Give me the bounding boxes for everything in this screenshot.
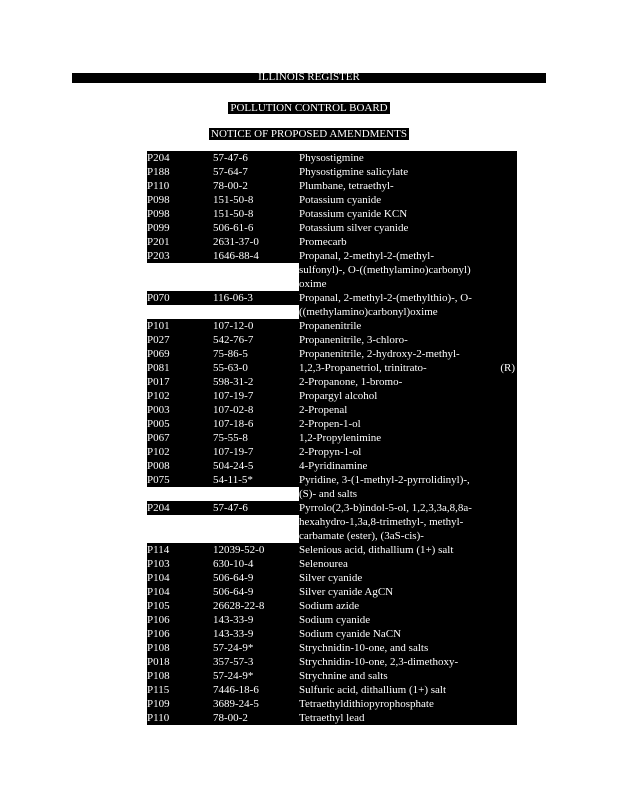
- substance-name-line: Strychnine and salts: [299, 670, 388, 682]
- waste-code: P201: [147, 235, 213, 249]
- substance-name: [299, 431, 517, 445]
- waste-code: [147, 305, 213, 319]
- cas-number: 107-02-8: [213, 403, 299, 417]
- cas-number: 55-63-0: [213, 361, 299, 375]
- waste-code: P102: [147, 445, 213, 459]
- substance-name-line: Strychnidin-10-one, and salts: [299, 642, 429, 654]
- table-row: [147, 193, 517, 207]
- waste-code: P109: [147, 697, 213, 711]
- substance-name-line: oxime: [299, 278, 327, 290]
- table-row: [147, 277, 517, 291]
- substance-name: [299, 291, 517, 305]
- waste-code: P008: [147, 459, 213, 473]
- substance-name: [299, 683, 517, 697]
- substance-name: [299, 165, 517, 179]
- table-row: [147, 263, 517, 277]
- cas-number: [213, 305, 299, 319]
- substance-name-line: 2-Propen-1-ol: [299, 418, 361, 430]
- table-row: [147, 641, 517, 655]
- table-row: [147, 221, 517, 235]
- substance-name-line: Sodium cyanide: [299, 614, 371, 626]
- table-row: [147, 487, 517, 501]
- table-row: [147, 557, 517, 571]
- substance-name-line: Tetraethyldithiopyrophosphate: [299, 698, 434, 710]
- table-row: [147, 459, 517, 473]
- cas-number: [213, 515, 299, 529]
- substance-name: [299, 417, 517, 431]
- substance-name: [299, 319, 517, 333]
- table-row: [147, 543, 517, 557]
- waste-code: P106: [147, 627, 213, 641]
- cas-number: 506-61-6: [213, 221, 299, 235]
- table-row: [147, 361, 517, 375]
- substance-name: [299, 669, 517, 683]
- substance-name: [299, 459, 517, 473]
- substance-name-line: 2-Propanone, 1-bromo-: [299, 376, 403, 388]
- table-row: [147, 291, 517, 305]
- table-row: [147, 515, 517, 529]
- substance-name: [299, 361, 517, 375]
- substance-name-line: Propanal, 2-methyl-2-(methyl-: [299, 250, 435, 262]
- waste-code: P067: [147, 431, 213, 445]
- cas-number: 57-64-7: [213, 165, 299, 179]
- substance-name-line: Propanenitrile, 3-chloro-: [299, 334, 408, 346]
- table-row: [147, 613, 517, 627]
- waste-code: P027: [147, 333, 213, 347]
- cas-number: 504-24-5: [213, 459, 299, 473]
- waste-code: P104: [147, 585, 213, 599]
- table-row: [147, 529, 517, 543]
- cas-number: 57-24-9*: [213, 669, 299, 683]
- substance-name: [299, 711, 517, 725]
- substance-name-line: Strychnidin-10-one, 2,3-dimethoxy-: [299, 656, 459, 668]
- substance-name-line: 2-Propyn-1-ol: [299, 446, 362, 458]
- cas-number: 506-64-9: [213, 585, 299, 599]
- substance-name-line: Physostigmine salicylate: [299, 166, 409, 178]
- substance-name-line: Pyridine, 3-(1-methyl-2-pyrrolidinyl)-,: [299, 474, 470, 486]
- waste-code: P075: [147, 473, 213, 487]
- waste-code: P106: [147, 613, 213, 627]
- substance-name: [299, 641, 517, 655]
- substance-name-line: Potassium silver cyanide: [299, 222, 409, 234]
- cas-number: 598-31-2: [213, 375, 299, 389]
- waste-code: P003: [147, 403, 213, 417]
- cas-number: 3689-24-5: [213, 697, 299, 711]
- table-row: [147, 445, 517, 459]
- substance-name-line: Silver cyanide: [299, 572, 363, 584]
- cas-number: 506-64-9: [213, 571, 299, 585]
- substance-name-line: hexahydro-1,3a,8-trimethyl-, methyl-: [299, 516, 464, 528]
- substance-name: [299, 487, 517, 501]
- table-row: [147, 305, 517, 319]
- waste-code: P204: [147, 501, 213, 515]
- waste-code: P103: [147, 557, 213, 571]
- cas-number: 143-33-9: [213, 613, 299, 627]
- table-row: [147, 375, 517, 389]
- cas-number: 75-86-5: [213, 347, 299, 361]
- substance-name-line: Propanenitrile: [299, 320, 362, 332]
- substance-name: [299, 585, 517, 599]
- substance-name: [299, 571, 517, 585]
- substance-name: [299, 249, 517, 263]
- substance-name: [299, 347, 517, 361]
- substance-name: [299, 403, 517, 417]
- cas-number: 7446-18-6: [213, 683, 299, 697]
- substance-name: [299, 193, 517, 207]
- substance-name: [299, 375, 517, 389]
- cas-number: 151-50-8: [213, 193, 299, 207]
- waste-code: [147, 529, 213, 543]
- table-row: [147, 417, 517, 431]
- cas-number: 75-55-8: [213, 431, 299, 445]
- waste-code: [147, 515, 213, 529]
- cas-number: 542-76-7: [213, 333, 299, 347]
- table-row: [147, 431, 517, 445]
- cas-number: 57-47-6: [213, 501, 299, 515]
- cas-number: 151-50-8: [213, 207, 299, 221]
- table-row: [147, 165, 517, 179]
- waste-code: P070: [147, 291, 213, 305]
- substance-name: [299, 543, 517, 557]
- table-row: [147, 669, 517, 683]
- substance-name: [299, 501, 517, 515]
- substance-name-line: 1,2-Propylenimine: [299, 432, 382, 444]
- substance-name: [299, 557, 517, 571]
- cas-number: 107-19-7: [213, 445, 299, 459]
- cas-number: 57-24-9*: [213, 641, 299, 655]
- table-row: [147, 403, 517, 417]
- substance-name-line: Propanenitrile, 2-hydroxy-2-methyl-: [299, 348, 460, 360]
- waste-code: [147, 263, 213, 277]
- waste-code: P110: [147, 179, 213, 193]
- waste-code: P098: [147, 193, 213, 207]
- substance-name: [299, 445, 517, 459]
- cas-number: 630-10-4: [213, 557, 299, 571]
- cas-number: 57-47-6: [213, 151, 299, 165]
- cas-number: 107-12-0: [213, 319, 299, 333]
- substance-name: [299, 655, 517, 669]
- substance-name-line: Pyrrolo(2,3-b)indol-5-ol, 1,2,3,3a,8,8a-: [299, 502, 472, 514]
- waste-code: P018: [147, 655, 213, 669]
- waste-code: P114: [147, 543, 213, 557]
- substance-name: [299, 235, 517, 249]
- waste-code: P108: [147, 669, 213, 683]
- cas-number: [213, 487, 299, 501]
- cas-number: 143-33-9: [213, 627, 299, 641]
- substance-name: [299, 305, 517, 319]
- table-row: [147, 235, 517, 249]
- table-row: [147, 207, 517, 221]
- substance-name-line: Propargyl alcohol: [299, 390, 378, 402]
- cas-number: 78-00-2: [213, 711, 299, 725]
- board-title: POLLUTION CONTROL BOARD: [230, 102, 388, 114]
- substance-name-line: Potassium cyanide: [299, 194, 382, 206]
- substance-name-line: Sodium azide: [299, 600, 360, 612]
- cas-number: 107-19-7: [213, 389, 299, 403]
- cas-number: 107-18-6: [213, 417, 299, 431]
- waste-code: P204: [147, 151, 213, 165]
- table-row: [147, 473, 517, 487]
- table-row: [147, 599, 517, 613]
- substance-name-line: 2-Propenal: [299, 404, 348, 416]
- table-row: [147, 711, 517, 725]
- cas-number: 1646-88-4: [213, 249, 299, 263]
- table-row: [147, 333, 517, 347]
- waste-code: P101: [147, 319, 213, 333]
- substance-name-line: carbamate (ester), (3aS-cis)-: [299, 530, 424, 542]
- table-row: [147, 151, 517, 165]
- substance-name-line: (S)- and salts: [299, 488, 358, 500]
- waste-code: P098: [147, 207, 213, 221]
- substance-name: [299, 277, 517, 291]
- substance-name-line: Sulfuric acid, dithallium (1+) salt: [299, 684, 447, 696]
- substance-name: [299, 515, 517, 529]
- table-row: [147, 585, 517, 599]
- substance-name-line: Propanal, 2-methyl-2-(methylthio)-, O-: [299, 292, 472, 304]
- table-row: [147, 389, 517, 403]
- cas-number: 116-06-3: [213, 291, 299, 305]
- substance-name: [299, 151, 517, 165]
- cas-number: [213, 529, 299, 543]
- substance-name-line: Promecarb: [299, 236, 347, 248]
- waste-code: P099: [147, 221, 213, 235]
- table-row: [147, 319, 517, 333]
- substance-name: [299, 207, 517, 221]
- cas-number: 12039-52-0: [213, 543, 299, 557]
- substance-name-line: Physostigmine: [299, 152, 364, 164]
- cas-number: 78-00-2: [213, 179, 299, 193]
- substance-name-line: Selenourea: [299, 558, 348, 570]
- cas-number: 357-57-3: [213, 655, 299, 669]
- waste-code: P115: [147, 683, 213, 697]
- register-title: ILLINOIS REGISTER: [258, 71, 360, 83]
- waste-code: [147, 487, 213, 501]
- substance-name-line: Tetraethyl lead: [299, 712, 365, 724]
- substance-name: [299, 627, 517, 641]
- waste-code: P203: [147, 249, 213, 263]
- waste-code: P108: [147, 641, 213, 655]
- waste-code: P005: [147, 417, 213, 431]
- flag-marker: (R): [500, 362, 515, 374]
- waste-code: P104: [147, 571, 213, 585]
- substance-name-line: 1,2,3-Propanetriol, trinitrato-: [299, 362, 427, 374]
- table-row: [147, 179, 517, 193]
- cas-number: 26628-22-8: [213, 599, 299, 613]
- waste-code: [147, 277, 213, 291]
- substance-name-line: Selenious acid, dithallium (1+) salt: [299, 544, 454, 556]
- substance-name: [299, 179, 517, 193]
- substance-name: [299, 263, 517, 277]
- table-row: [147, 501, 517, 515]
- waste-code: P188: [147, 165, 213, 179]
- substance-name-line: Sodium cyanide NaCN: [299, 628, 402, 640]
- substance-name-line: 4-Pyridinamine: [299, 460, 368, 472]
- substance-name: [299, 697, 517, 711]
- substance-name-line: Plumbane, tetraethyl-: [299, 180, 394, 192]
- substance-name-line: Silver cyanide AgCN: [299, 586, 394, 598]
- table-row: [147, 697, 517, 711]
- waste-code-table: [147, 151, 517, 725]
- substance-name: [299, 473, 517, 487]
- waste-code: P069: [147, 347, 213, 361]
- substance-name: [299, 613, 517, 627]
- notice-title: NOTICE OF PROPOSED AMENDMENTS: [211, 128, 407, 140]
- table-row: [147, 571, 517, 585]
- substance-name-line: sulfonyl)-, O-((methylamino)carbonyl): [299, 264, 471, 276]
- substance-name: [299, 389, 517, 403]
- table-row: [147, 347, 517, 361]
- waste-code: P081: [147, 361, 213, 375]
- substance-name-line: ((methylamino)carbonyl)oxime: [299, 306, 438, 318]
- waste-code: P017: [147, 375, 213, 389]
- table-row: [147, 655, 517, 669]
- substance-name: [299, 333, 517, 347]
- waste-code: P102: [147, 389, 213, 403]
- table-row: [147, 249, 517, 263]
- cas-number: 2631-37-0: [213, 235, 299, 249]
- substance-name: [299, 221, 517, 235]
- table-row: [147, 683, 517, 697]
- table-row: [147, 627, 517, 641]
- waste-code: P105: [147, 599, 213, 613]
- substance-name: [299, 529, 517, 543]
- cas-number: [213, 277, 299, 291]
- substance-name-line: Potassium cyanide KCN: [299, 208, 408, 220]
- cas-number: [213, 263, 299, 277]
- cas-number: 54-11-5*: [213, 473, 299, 487]
- substance-name: [299, 599, 517, 613]
- waste-code: P110: [147, 711, 213, 725]
